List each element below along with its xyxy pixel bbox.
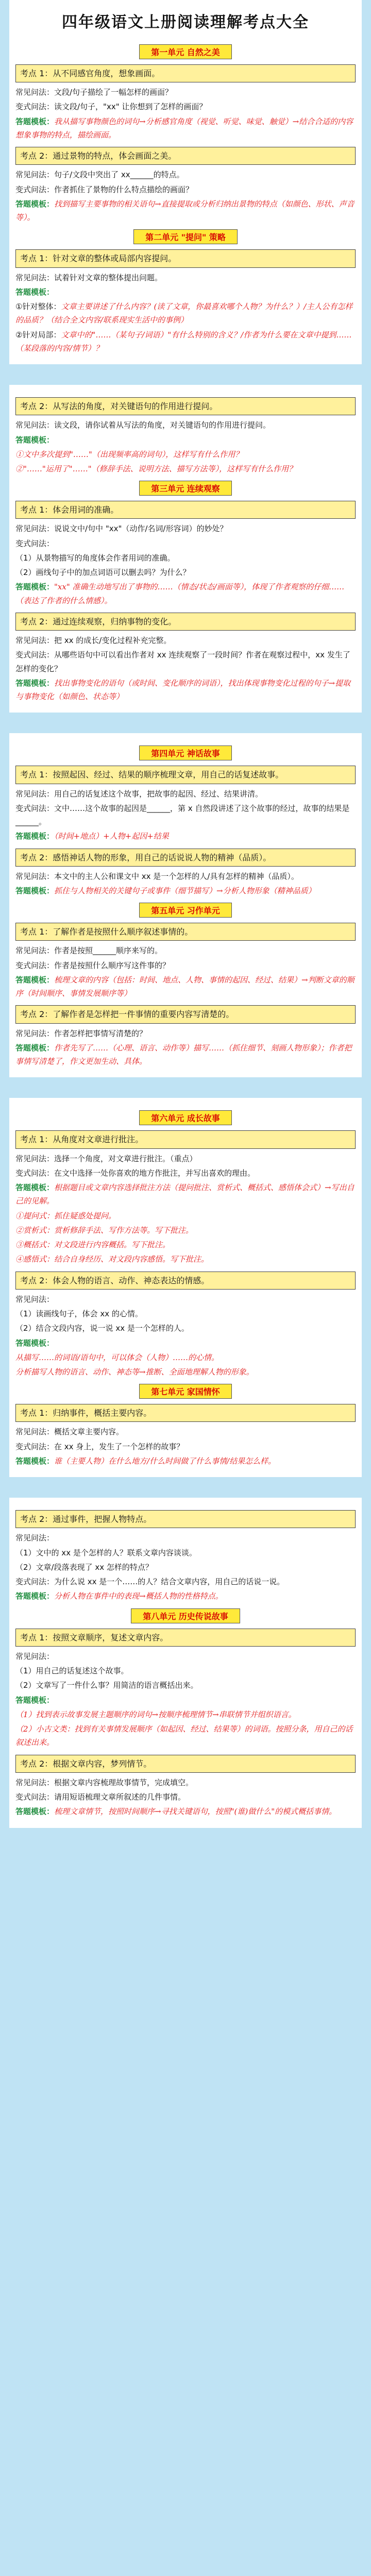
answer-text: ①文中多次提到"……"（出现频率高的词句），这样写有什么作用？ <box>15 449 243 459</box>
answer-label: 答题模板： <box>15 1043 55 1053</box>
answer-label: 答题模板： <box>15 116 55 126</box>
key-point: 考点 2：从写法的角度，对关键语句的作用进行提问。 <box>15 397 356 415</box>
answer-text: "xx" 准确生动地写出了事物的……（情态/状态/画面等），体现了作者观察的仔细……（表达了作者的什么情感）。 <box>15 582 345 605</box>
answer-template <box>15 829 356 843</box>
unit-heading: 第二单元 "提问" 策略 <box>133 229 238 244</box>
common-question: （1）读画线句子，体会 xx 的心情。 <box>15 1309 143 1318</box>
unit-heading: 第六单元 成长故事 <box>139 1110 232 1125</box>
variant-question: 变式问法：文中……这个故事的起因是______，第 x 自然段讲述了这个故事的经过，故事的结果是______。 <box>15 803 350 827</box>
page-title: 四年级语文上册阅读理解考点大全 <box>62 13 309 31</box>
answer-template <box>15 328 356 355</box>
section-card-5 <box>9 1498 362 1827</box>
key-point: 考点 1：针对文章的整体或局部内容提问。 <box>15 249 356 267</box>
answer-label: 答题模板： <box>15 1183 55 1193</box>
common-question: 常见问法： <box>15 1651 55 1661</box>
key-point: 考点 2：通过连续观察，归纳事物的变化。 <box>15 613 356 631</box>
common-question: （1）用自己的话复述这个故事。 <box>15 1666 129 1676</box>
answer-text: 梳理文章的内容（包括：时间、地点、人物、事情的起因、经过、结果）→判断文章的顺序（时间顺序、事情发展顺序等） <box>15 975 355 998</box>
common-question: 常见问法：用自己的话复述这个故事，把故事的起因、经过、结果讲清。 <box>15 789 263 799</box>
answer-template <box>15 1805 356 1818</box>
common-question: （2）文章写了一件什么事？用简洁的语言概括出来。 <box>15 1681 198 1690</box>
answer-text: ②赏析式：赏析修辞手法、写作方法等。写下批注。 <box>15 1225 194 1235</box>
key-point: 考点 2：通过景物的特点，体会画面之美。 <box>15 147 356 165</box>
unit-heading: 第三单元 连续观察 <box>139 481 232 496</box>
key-point: 考点 1：了解作者是按照什么顺序叙述事情的。 <box>15 923 356 941</box>
variant-question: 变式问法：作者抓住了景物的什么特点描绘的画面？ <box>15 184 194 194</box>
variant-question: 变式问法：读文段/句子，"xx" 让你想到了怎样的画面？ <box>15 102 207 112</box>
key-point: 考点 1：按照文章顺序，复述文章内容。 <box>15 1629 356 1647</box>
answer-text: 从描写……的词语/语句中，可以体会（人物）……的心情。 <box>15 1352 220 1362</box>
answer-label: 答题模板： <box>15 1695 55 1705</box>
variant-question: 变式问法：在文中选择一处你喜欢的地方作批注，并写出喜欢的理由。 <box>15 1168 256 1178</box>
answer-text: 文章主要讲述了什么内容？(读了文章，你最喜欢哪个人物？为什么？）/主人公有怎样的品质？（结合全文内容/联系现实生活中的事例） <box>15 302 353 325</box>
answer-text: 抓住与人物相关的关键句子或事件（细节描写）→分析人物形象（精神品质） <box>54 886 316 895</box>
key-point: 考点 1：按照起因、经过、结果的顺序梳理文章，用自己的话复述故事。 <box>15 766 356 784</box>
variant-question: 变式问法：从哪些语句中可以看出作者对 xx 连续观察了一段时间？作者在观察过程中，xx 发生了怎样的变化？ <box>15 650 350 673</box>
section-card-4 <box>9 1098 362 1477</box>
answer-template <box>15 973 356 1001</box>
common-question: 常见问法：根据文章内容梳理故事情节，完成填空。 <box>15 1777 194 1787</box>
key-point: 考点 2：了解作者是怎样把一件事情的重要内容写清楚的。 <box>15 1005 356 1023</box>
variant-question: 变式问法：作者是按照什么顺序写这件事的？ <box>15 960 171 970</box>
answer-label: 答题模板： <box>15 1807 55 1817</box>
key-point: 考点 2：感悟神话人物的形象，用自己的话说说人物的精神（品质）。 <box>15 849 356 867</box>
answer-text: 谁（主要人物）在什么地方/什么时间做了什么事情/结果怎么样。 <box>54 1456 276 1466</box>
variant-question: 变式问法：为什么说 xx 是一个……的人？结合文章内容，用自己的话说一说。 <box>15 1577 285 1587</box>
common-question: 常见问法：概括文章主要内容。 <box>15 1427 124 1437</box>
key-point: 考点 1：归纳事件，概括主要内容。 <box>15 1404 356 1422</box>
answer-template <box>15 300 356 327</box>
answer-text: 找出事物变化的语句（或时间、变化顺序的词语），找出体现事物变化过程的句子→提取与事物变化（如颜色、状态等） <box>15 678 351 702</box>
common-question: 常见问法：把 xx 的成长/变化过程补充完整。 <box>15 636 172 646</box>
variant-question: 变式问法：在 xx 身上，发生了一个怎样的故事？ <box>15 1442 184 1451</box>
key-point: 考点 1：从不同感官角度，想象画面。 <box>15 64 356 82</box>
unit-heading: 第四单元 神话故事 <box>139 745 232 760</box>
answer-label-row <box>15 1693 356 1707</box>
answer-template <box>15 884 356 897</box>
common-question: 常见问法：文段/句子描绘了一幅怎样的画面？ <box>15 88 173 97</box>
answer-prefix: ①针对整体： <box>15 302 61 312</box>
answer-prefix: ②针对局部： <box>15 330 61 340</box>
answer-text: 文章中的"……（某句子/词语）"有什么特别的含义？/作者为什么要在文章中提到……（某段落的内容/情节）？ <box>15 330 352 353</box>
answer-label: 答题模板： <box>15 287 55 297</box>
answer-label: 答题模板： <box>15 435 55 445</box>
answer-template <box>15 1181 356 1208</box>
key-point: 考点 1：从角度对文章进行批注。 <box>15 1130 356 1148</box>
variant-question: （1）从景物描写的角度体会作者用词的准确。 <box>15 553 175 563</box>
answer-text: 我从描写事物颜色的词句→分析感官角度（视觉、听觉、味觉、触觉）→结合合适的内容想象事物的特点，描绘画面。 <box>15 116 353 140</box>
answer-label: 答题模板： <box>15 582 55 592</box>
variant-label: 变式问法： <box>15 538 55 548</box>
answer-text: 梳理文章情节，按照时间顺序→寻找关键语句，按照"(谁)做什么"的模式概括事情。 <box>54 1807 337 1817</box>
answer-template <box>15 1589 356 1603</box>
common-question: （2）结合文段内容，说一说 xx 是一个怎样的人。 <box>15 1324 189 1333</box>
answer-label: 答题模板： <box>15 832 55 841</box>
unit-heading: 第七单元 家国情怀 <box>139 1384 232 1399</box>
key-point: 考点 2：通过事件，把握人物特点。 <box>15 1510 356 1528</box>
common-question: 常见问法： <box>15 1294 55 1304</box>
key-point: 考点 2：根据文章内容，梦列情节。 <box>15 1755 356 1773</box>
answer-label: 答题模板： <box>15 975 55 985</box>
answer-text: 分析人物在事件中的表现→概括人物的性格特点。 <box>54 1591 223 1601</box>
variant-question: （2）画线句子中的加点词语可以删去吗？为什么？ <box>15 568 191 578</box>
common-question: 常见问法： <box>15 1533 55 1543</box>
answer-template <box>15 580 356 607</box>
common-question: （1）文中的 xx 是个怎样的人？联系文章内容谈谈。 <box>15 1548 197 1557</box>
answer-text: 找到描写主要事物的相关语句→直接提取或分析归纳出景物的特点（如颜色、形状、声音等）。 <box>15 199 355 223</box>
answer-text: （1）找到表示故事发展主题顺序的词句→按顺序梳理情节→串联情节并组织语言。 <box>15 1709 296 1719</box>
answer-template <box>15 1041 356 1069</box>
common-question: 常见问法：试着针对文章的整体提出问题。 <box>15 273 163 282</box>
common-question: 常见问法：读文段，请你试着从写法的角度，对关键语句的作用进行提问。 <box>15 420 271 430</box>
answer-text: ②"……"运用了"……"（修辞手法、说明方法、描写方法等），这样写有什么作用？ <box>15 464 297 473</box>
answer-template <box>15 676 356 704</box>
answer-label-row <box>15 285 356 299</box>
answer-label-row <box>15 1336 356 1350</box>
answer-template <box>15 197 356 225</box>
common-question: （2）文章/段落表现了 xx 怎样的特点？ <box>15 1562 153 1572</box>
answer-label: 答题模板： <box>15 199 55 209</box>
answer-text: ①提问式：抓住疑惑处提问。 <box>15 1211 116 1221</box>
common-question: 常见问法：说说文中/句中 "xx"（动作/名词/形容词）的妙处？ <box>15 524 228 534</box>
answer-text: 作者先写了……（心理、语言、动作等）描写……（抓住细节、刻画人物形象）；作者把事情写清楚了，作文更加生动、具体。 <box>15 1043 352 1066</box>
answer-label: 答题模板： <box>15 886 55 895</box>
key-point: 考点 2：体会人物的语言、动作、神态表达的情感。 <box>15 1272 356 1290</box>
answer-label: 答题模板： <box>15 678 55 688</box>
answer-template <box>15 1454 356 1468</box>
answer-text: 根据题目或文章内容选择批注方法（提问批注、赏析式、概括式、感悟体会式）→写出自己的见解。 <box>15 1183 355 1206</box>
common-question: 常见问法：选择一个角度，对文章进行批注。（重点） <box>15 1154 197 1163</box>
answer-text: （2）小古文类：找到有关事情发展顺序（如起因、经过、结果等）的词语。按照分条，用自己的话叙述出来。 <box>15 1724 353 1748</box>
section-card-3 <box>9 733 362 1077</box>
answer-text: （时间+地点）+人物+起因+结果 <box>54 832 169 841</box>
variant-question: 变式问法：请用短语梳理文章所叙述的几件事情。 <box>15 1792 186 1802</box>
answer-label: 答题模板： <box>15 1591 55 1601</box>
answer-label-row <box>15 433 356 447</box>
unit-heading: 第一单元 自然之美 <box>139 44 232 59</box>
unit-heading: 第八单元 历史传说故事 <box>131 1608 240 1623</box>
answer-text: ③概括式：对文段进行内容概括。写下批注。 <box>15 1240 171 1250</box>
common-question: 常见问法：作者是按照______顺序来写的。 <box>15 946 163 956</box>
section-card-1 <box>9 0 362 364</box>
answer-template <box>15 115 356 142</box>
key-point: 考点 1：体会用词的准确。 <box>15 501 356 519</box>
common-question: 常见问法：本文中的主人公和课文中 xx 是一个怎样的人/具有怎样的精神（品质）。 <box>15 871 299 881</box>
common-question: 常见问法：作者怎样把事情写清楚的？ <box>15 1028 147 1038</box>
common-question: 常见问法：句子/文段中突出了 xx______的特点。 <box>15 170 184 180</box>
answer-label: 答题模板： <box>15 1338 55 1348</box>
answer-text: 分析描写人物的语言、动作、神态等→推断、全面地理解人物的形象。 <box>15 1367 254 1377</box>
answer-text: ④感悟式：结合自身经历、对文段内容感悟。写下批注。 <box>15 1255 209 1264</box>
answer-label: 答题模板： <box>15 1456 55 1466</box>
unit-heading: 第五单元 习作单元 <box>139 903 232 918</box>
section-card-2 <box>9 385 362 713</box>
